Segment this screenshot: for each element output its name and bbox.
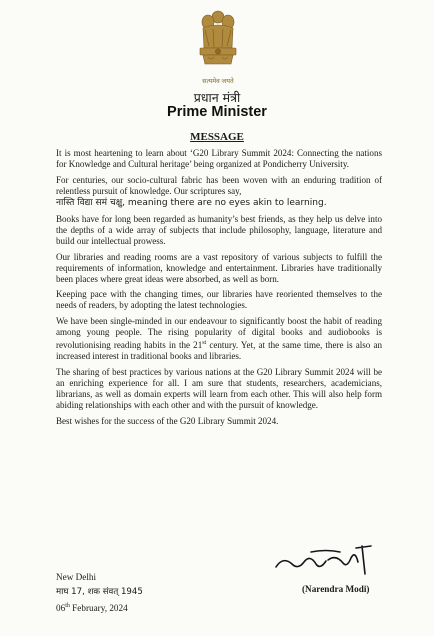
paragraph: The sharing of best practices by various nations at the G20 Library Summit 2024 will be an enriching experience for all. I am sure that students, researchers, academicians, librarians, as well as domain experts will learn from each other. This will also help form abiding relationships with each other and with the pursuit of knowledge. bbox=[56, 367, 382, 411]
office-title-english: Prime Minister bbox=[167, 104, 267, 120]
paragraph: Best wishes for the success of the G20 Library Summit 2024. bbox=[56, 416, 279, 427]
paragraph: Books have for long been regarded as humanity’s best friends, as they help us delve into the depths of a wide array of subjects that include philosophy, language, literature and build our intellectual prowess. bbox=[56, 213, 382, 246]
paragraph: Our libraries and reading rooms are a vast repository of various subjects to fulfill the requirements of information, knowledge and entertainment. Libraries have traditionally been places where great ideas were absorbed, as well as born. bbox=[56, 251, 382, 284]
date-english bbox=[56, 599, 143, 616]
sanskrit-quote-line: नास्ति विद्या समं चक्षु, meaning there are no eyes akin to learning. bbox=[56, 197, 327, 208]
date-hindi: माघ 17, शक संवत् 1945 bbox=[56, 586, 143, 597]
date-rest: February, 2024 bbox=[69, 603, 128, 614]
signatory-name: (Narendra Modi) bbox=[302, 584, 370, 594]
office-title-hindi: प्रधान मंत्री bbox=[193, 90, 241, 105]
date-day: 06 bbox=[56, 603, 66, 614]
place: New Delhi bbox=[56, 572, 97, 582]
place-and-date bbox=[56, 570, 143, 616]
paragraph: For centuries, our socio-cultural fabric has been woven with an enduring tradition of relentless pursuit of knowledge. Our scriptures say, bbox=[56, 174, 382, 196]
message-heading: MESSAGE bbox=[190, 131, 244, 143]
superscript: st bbox=[202, 340, 207, 347]
signature-image bbox=[270, 540, 380, 578]
paragraph bbox=[56, 316, 382, 362]
paragraph: It is most heartening to learn about ‘G20 Library Summit 2024: Connecting the nations for Knowledge and Cultural heritage’ being organized at Pondicherry University. bbox=[56, 148, 382, 169]
message-body bbox=[56, 148, 382, 432]
paragraph-text: We have been single-minded in our endeavour to significantly boost the habit of reading among young people. The rising popularity of digital books and audiobooks is revolutionising reading habits in the 21 bbox=[56, 316, 382, 351]
paragraph: Keeping pace with the changing times, our libraries have reoriented themselves to the needs of readers, by adopting the latest technologies. bbox=[56, 289, 382, 311]
superscript: th bbox=[65, 603, 70, 609]
emblem-motto: सत्यमेव जयते bbox=[202, 78, 234, 85]
paragraph-text: century. Yet, at the same time, there is also an increased interest in traditional books and libraries. bbox=[56, 340, 382, 362]
national-emblem-icon bbox=[195, 8, 241, 80]
